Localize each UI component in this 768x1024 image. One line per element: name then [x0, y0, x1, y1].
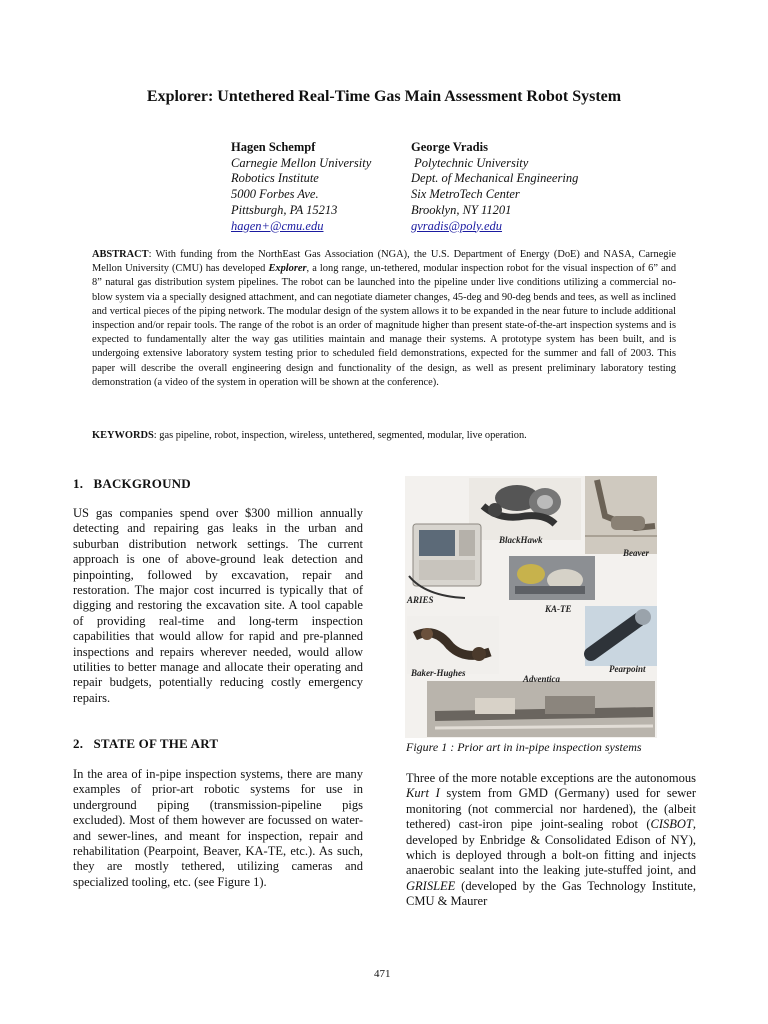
right-emphasis-cisbot: CISBOT [650, 817, 693, 832]
keywords-label: KEYWORDS [92, 430, 154, 441]
figure-prior-art-collage [405, 476, 657, 738]
author-block-vradis [411, 140, 578, 234]
label-pearpoint: Pearpoint [609, 664, 646, 674]
baker-hughes-robot-photo [407, 616, 499, 674]
author-name: George Vradis [411, 140, 488, 154]
right-text-1: Three of the more notable exceptions are the autonomous [406, 771, 696, 785]
right-text-4: (developed by the Gas Technology Institute, CMU & Maurer [406, 878, 696, 909]
author-email-link[interactable]: hagen+@cmu.edu [231, 218, 324, 233]
figure-collage-image [405, 476, 657, 738]
abstract-paragraph [92, 248, 676, 390]
right-text-3: , developed by Enbridge & Consolidated Edison of NY), which is deployed through a bolt-on fitting and injects anaerobic sealant into the leaking jute-stuffed joint, and [406, 817, 696, 878]
abstract-label: ABSTRACT [92, 249, 149, 260]
paper-title: Explorer: Untethered Real-Time Gas Main Assessment Robot System [146, 88, 622, 105]
section-heading-state-of-the-art: 2. STATE OF THE ART [73, 736, 219, 751]
right-emphasis-grislee: GRISLEE [406, 878, 456, 893]
author-affiliation-line: Six MetroTech Center [411, 187, 520, 202]
page-number: 471 [374, 968, 391, 980]
label-aries: ARIES [407, 595, 434, 605]
author-block-schempf [231, 140, 371, 234]
author-affiliation-line: Pittsburgh, PA 15213 [231, 202, 338, 217]
right-column-paragraph [406, 771, 696, 910]
section-text-background: US gas companies spend over $300 million annually detecting and repairing gas leaks in the urban and suburban distribution network settings. The current approach is one of above-ground leak detection and pinpointing, followed by excavation, repair and restoration. The major cost incurred is typically that of digging and restoring the excavation site. A tool capable of providing real-time and long-term inspection capabilities that would allow for rapid and pre-planned inspections and repairs wherever needed, would allow utilities to better manage and allocate their operating and repair budgets, potentially reducing costly emergency repairs. [73, 506, 363, 705]
author-affiliation-line: Polytechnic University [411, 155, 529, 170]
label-adventica: Adventica [523, 674, 560, 684]
keywords-line [92, 429, 676, 443]
abstract-emphasis: Explorer [268, 263, 307, 275]
label-beaver: Beaver [623, 548, 649, 558]
abstract-text-before: : With funding from the NorthEast Gas Association (NGA), the U.S. Department of Energy (DoE) and NASA, Carnegie Mellon University (CMU) has developed [92, 249, 676, 275]
label-blackhawk: BlackHawk [499, 535, 543, 545]
right-text-2: system from GMD (Germany) used for sewer monitoring (not commercial nor hardened), the (albeit tethered) cast-iron pipe joint-sealing robot ( [406, 786, 696, 832]
label-baker-hughes: Baker-Hughes [411, 668, 466, 678]
author-affiliation-line: Carnegie Mellon University [231, 155, 372, 170]
author-affiliation-line: Dept. of Mechanical Engineering [411, 171, 579, 186]
pearpoint-camera-photo [585, 606, 657, 666]
keywords-text: : gas pipeline, robot, inspection, wireless, untethered, segmented, modular, live operation. [153, 430, 527, 441]
label-kate: KA-TE [545, 604, 572, 614]
section-text-state-of-the-art: In the area of in-pipe inspection systems, there are many examples of prior-art robotic systems for use in underground piping (transmission-pipeline pigs excluded). Most of them however are focussed on water- and sewer-lines, and meant for inspection, repair and rehabilitation (Pearpoint, Beaver, KA-TE, etc.). As such, they are mostly tethered, utilizing cameras and specialized tooling, etc. (see Figure 1). [73, 767, 363, 889]
section-heading-background: 1. BACKGROUND [73, 476, 191, 491]
kate-robot-photo [509, 556, 595, 600]
author-email-link[interactable]: gvradis@poly.edu [411, 218, 503, 233]
right-emphasis-kurt: Kurt I [406, 786, 440, 801]
author-name: Hagen Schempf [231, 140, 316, 154]
author-affiliation-line: Robotics Institute [231, 171, 319, 186]
aries-system-photo [409, 524, 481, 598]
abstract-text-after: , a long range, un-tethered, modular inspection robot for the visual inspection of 6” and 8” natural gas distribution system pipelines. The robot can be launched into the pipeline under live conditions utilizing a commercial no-blow system via a specially designed attachment, and can negotiate diameter changes, 45-deg and 90-deg bends and tees, as well as inclined and vertical pieces of the piping network. The modular design of the system allows it to be expanded in the near future to include additional inspection and/or repair tools. The range of the robot is an order of magnitude higher than present state-of-the-art inspection systems and is expected to fundamentally alter the way gas utilities maintain and manage their systems. A prototype system has been built, and is undergoing extensive laboratory system testing prior to scheduled field demonstrations, expected for the summer and fall of 2003. This paper will describe the overall engineering design and functionality of the design, as well as present preliminary laboratory testing demonstration (a video of the system in operation will be shown at the conference). [92, 263, 677, 388]
author-affiliation-line: Brooklyn, NY 11201 [411, 202, 512, 217]
adventica-robot-photo [427, 681, 655, 737]
blackhawk-robot-photo [469, 478, 581, 540]
figure-caption: Figure 1 : Prior art in in-pipe inspection systems [406, 740, 642, 754]
author-affiliation-line: 5000 Forbes Ave. [231, 187, 319, 202]
beaver-robot-photo [585, 476, 657, 554]
